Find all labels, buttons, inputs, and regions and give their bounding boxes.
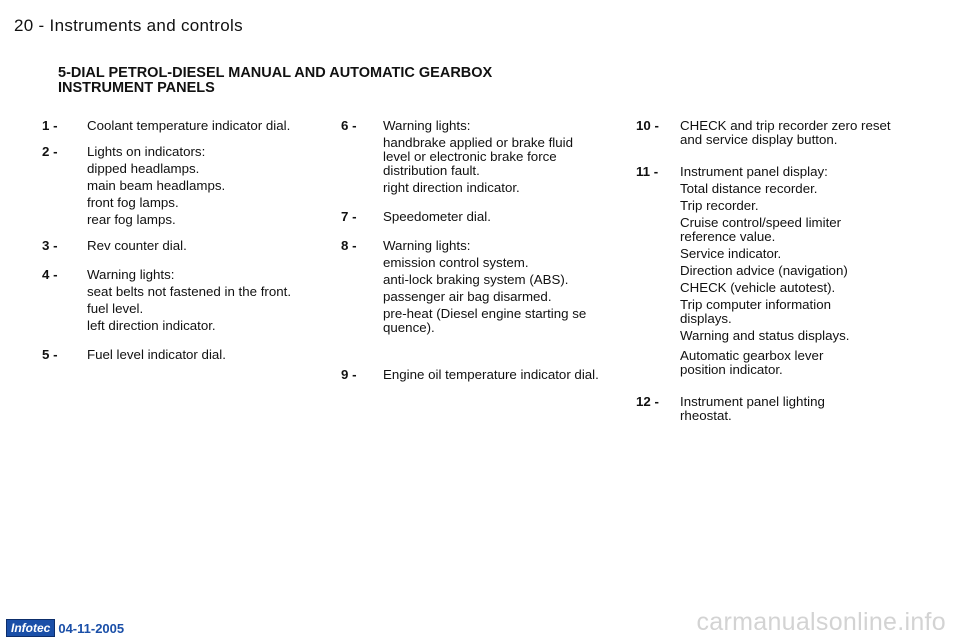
list-item	[341, 239, 621, 335]
item-lines	[680, 119, 936, 147]
item-line: Total distance recorder.	[680, 181, 818, 196]
item-line: main beam headlamps.	[87, 178, 226, 193]
item-lines	[680, 165, 936, 377]
item-line: pre-heat (Diesel engine starting se quence).	[383, 306, 587, 335]
list-item	[636, 395, 936, 423]
list-item	[42, 268, 312, 333]
item-line: Direction advice (navigation)	[680, 263, 848, 278]
item-line: Cruise control/speed limiter reference value.	[680, 215, 842, 244]
item-line: Service indicator.	[680, 246, 782, 261]
item-line: Warning lights:	[383, 238, 471, 253]
list-item	[341, 368, 621, 382]
item-line: Warning lights:	[383, 118, 471, 133]
item-line: handbrake applied or brake fluid level or electronic brake force distribution fault.	[383, 135, 573, 178]
item-line: Speedometer dial.	[383, 209, 491, 224]
page-title	[58, 66, 618, 96]
item-line: Automatic gearbox lever position indicator.	[680, 348, 824, 377]
item-line: anti-lock braking system (ABS).	[383, 272, 569, 287]
item-line: right direction indicator.	[383, 180, 520, 195]
item-lines	[383, 119, 621, 195]
item-line: Lights on indicators:	[87, 144, 206, 159]
item-number: 11 -	[636, 164, 659, 179]
item-line: Rev counter dial.	[87, 238, 187, 253]
item-number: 7 -	[341, 209, 357, 224]
item-lines	[87, 239, 312, 253]
page-number: 20	[14, 16, 34, 35]
header-separator: -	[38, 16, 45, 35]
item-lines	[87, 268, 312, 333]
item-line: Instrument panel display:	[680, 164, 828, 179]
list-item	[42, 119, 312, 133]
list-item	[42, 348, 312, 362]
item-line: front fog lamps.	[87, 195, 179, 210]
item-line: Trip computer information displays.	[680, 297, 831, 326]
list-item	[42, 239, 312, 253]
item-line: Trip recorder.	[680, 198, 759, 213]
item-number: 1 -	[42, 118, 58, 133]
item-line: fuel level.	[87, 301, 144, 316]
item-line: Warning lights:	[87, 267, 175, 282]
list-item	[636, 165, 936, 377]
item-line: passenger air bag disarmed.	[383, 289, 552, 304]
section-title: Instruments and controls	[49, 16, 243, 35]
item-line: Fuel level indicator dial.	[87, 347, 226, 362]
list-item	[341, 210, 621, 224]
infotec-logo: Infotec	[6, 619, 55, 637]
item-line: Instrument panel lighting rheostat.	[680, 394, 825, 423]
item-line: emission control system.	[383, 255, 529, 270]
item-lines	[383, 210, 621, 224]
item-lines	[680, 395, 936, 423]
item-line: Engine oil temperature indicator dial.	[383, 367, 599, 382]
item-number: 9 -	[341, 367, 357, 382]
item-number: 5 -	[42, 347, 58, 362]
item-line: Warning and status displays.	[680, 328, 850, 343]
item-number: 10 -	[636, 118, 659, 133]
list-item	[636, 119, 936, 147]
item-lines	[383, 239, 621, 335]
column-left	[42, 119, 312, 362]
column-middle	[341, 119, 621, 382]
item-line: CHECK and trip recorder zero reset and service display button.	[680, 118, 891, 147]
title-line: INSTRUMENT PANELS	[58, 80, 215, 96]
item-line: left direction indicator.	[87, 318, 216, 333]
item-number: 2 -	[42, 144, 58, 159]
list-item	[42, 145, 312, 227]
item-number: 12 -	[636, 394, 659, 409]
item-number: 3 -	[42, 238, 58, 253]
title-line: 5-DIAL PETROL-DIESEL MANUAL AND AUTOMATIC GEARBOX	[58, 65, 493, 81]
list-item	[341, 119, 621, 195]
item-number: 8 -	[341, 238, 357, 253]
item-lines	[87, 348, 312, 362]
item-lines	[87, 119, 312, 133]
item-lines	[87, 145, 312, 227]
column-right	[636, 119, 936, 423]
footer	[6, 619, 124, 637]
item-lines	[383, 368, 621, 382]
item-line: seat belts not fastened in the front.	[87, 284, 292, 299]
edition-date: 04-11-2005	[58, 620, 125, 636]
page-header	[14, 16, 243, 36]
item-line: dipped headlamps.	[87, 161, 200, 176]
watermark: carmanualsonline.info	[696, 608, 946, 636]
item-line: Coolant temperature indicator dial.	[87, 118, 291, 133]
item-number: 4 -	[42, 267, 58, 282]
item-number: 6 -	[341, 118, 357, 133]
item-line: CHECK (vehicle autotest).	[680, 280, 836, 295]
item-line: rear fog lamps.	[87, 212, 176, 227]
